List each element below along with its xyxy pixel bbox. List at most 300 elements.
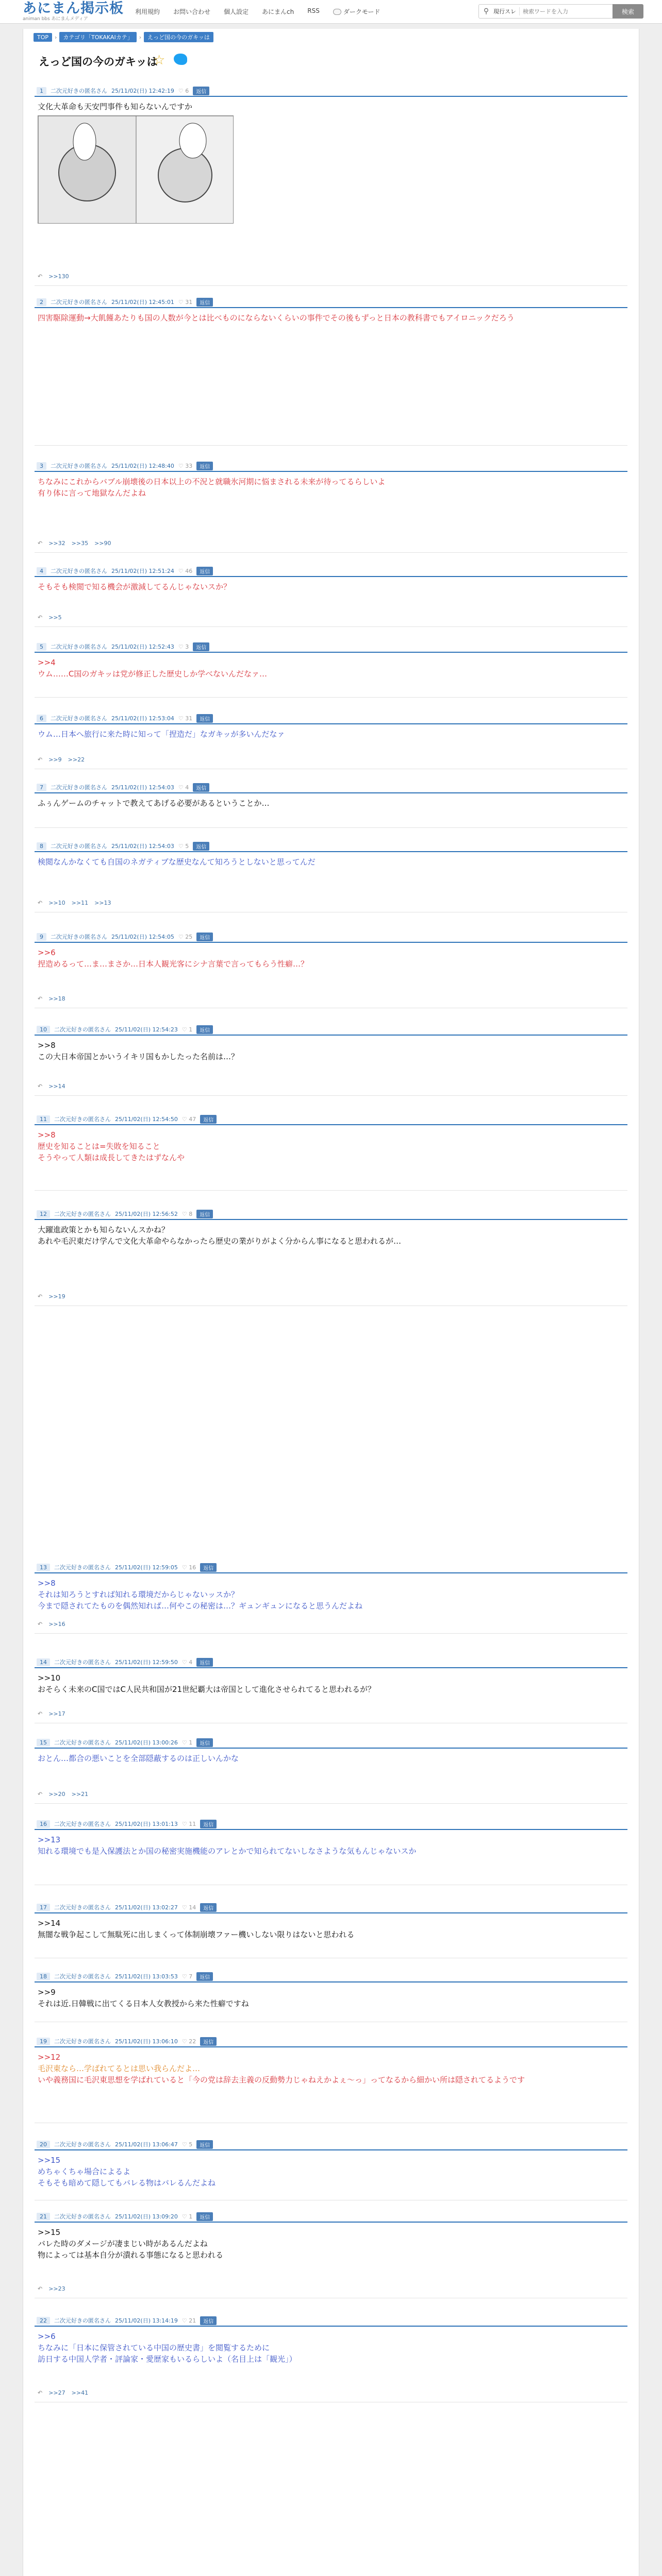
- post-text-line: ウム…日本へ旅行に来た時に知って「捏造だ」なガキッが多いんだなァ: [38, 730, 285, 739]
- reply-button[interactable]: 返信: [196, 298, 213, 307]
- like-button[interactable]: [182, 1659, 192, 1666]
- manga-image[interactable]: [38, 115, 234, 224]
- post-date: 25/11/02(日) 13:02:27: [115, 1904, 178, 1911]
- poster-name: 二次元好きの匿名さん: [51, 88, 107, 94]
- post-body: [35, 1668, 627, 1695]
- post-date: 25/11/02(日) 12:45:01: [111, 299, 174, 306]
- post-date: 25/11/02(日) 12:54:03: [111, 843, 174, 850]
- post-text-line: めちゃくちゃ場合によるよ: [38, 2167, 131, 2176]
- toggle-switch-icon: [333, 9, 341, 15]
- heart-icon: ♡: [181, 1739, 189, 1746]
- post-text-line: 物によっては基本自分が潰れる事態になると思われる: [38, 2250, 224, 2260]
- nav-contact[interactable]: お問い合わせ: [173, 8, 211, 15]
- like-button[interactable]: [178, 934, 192, 940]
- search-scope-select[interactable]: 現行スレ: [493, 7, 520, 15]
- reply-button[interactable]: 返信: [196, 462, 213, 470]
- heart-icon: ♡: [178, 643, 186, 650]
- like-button[interactable]: [182, 1739, 192, 1746]
- like-count: 14: [189, 1904, 196, 1911]
- post-footer: [38, 540, 111, 547]
- post: [35, 713, 627, 775]
- post-footer: [38, 1621, 65, 1628]
- post-header: [35, 1737, 627, 1749]
- post-body: [35, 2150, 627, 2189]
- poster-name: 二次元好きの匿名さん: [54, 2038, 111, 2045]
- heart-icon: ♡: [178, 298, 186, 306]
- reply-button[interactable]: 返信: [196, 2140, 213, 2149]
- post-date: 25/11/02(日) 12:59:05: [115, 1564, 178, 1571]
- post: [35, 86, 627, 292]
- post-text-line: そうやって人類は成長してきたはずなんや: [38, 1153, 185, 1162]
- reply-arrow-icon: ↶: [38, 2389, 43, 2396]
- heart-icon: ♡: [178, 842, 186, 850]
- post-header: [35, 1819, 627, 1830]
- reply-backlink[interactable]: >>11: [71, 900, 89, 906]
- post-text-line: おそらく未来のC国ではC人民共和国が21世紀覇大は帝国として進化させられてると思われるが？: [38, 1685, 376, 1694]
- post-divider: [35, 626, 627, 627]
- reply-arrow-icon: ↶: [38, 995, 43, 1002]
- like-count: 21: [189, 2317, 196, 2324]
- like-count: 3: [185, 643, 189, 650]
- heart-icon: ♡: [181, 1973, 189, 1980]
- post-body: [35, 1220, 627, 1247]
- nav-animanch[interactable]: あにまんch: [262, 8, 294, 15]
- reply-button[interactable]: 返信: [200, 1820, 217, 1828]
- like-button[interactable]: [182, 1211, 192, 1217]
- thread-content: [23, 29, 639, 2576]
- post-header: [35, 2211, 627, 2223]
- like-count: 4: [185, 784, 189, 791]
- post-date: 25/11/02(日) 12:56:52: [115, 1211, 178, 1217]
- heart-icon: ♡: [178, 462, 186, 469]
- post-text-line: いや義務国に毛沢東思想を学ばれていると「今の党は辞去主義の反動勢力じゃねえかよぇ～っ」ってなるから細かい所は隠されてるようです: [38, 2075, 525, 2084]
- post-divider: [35, 1633, 627, 1634]
- like-count: 5: [189, 2141, 193, 2148]
- breadcrumb-thread[interactable]: えっど国の今のガキッは: [144, 32, 213, 42]
- reply-backlink[interactable]: >>10: [48, 900, 65, 906]
- heart-icon: ♡: [181, 2213, 189, 2220]
- post-body: [35, 1749, 627, 1764]
- post-header: [35, 461, 627, 472]
- reply-anchor-link[interactable]: >>4: [38, 658, 56, 667]
- like-button[interactable]: [178, 299, 192, 306]
- post-body: [35, 943, 627, 970]
- post-text-line: おとん…都合の悪いことを全部隠蔽するのは正しいんかな: [38, 1754, 239, 1763]
- poster-name: 二次元好きの匿名さん: [54, 1659, 111, 1666]
- reply-backlink[interactable]: >>23: [48, 2285, 65, 2292]
- post-footer: [38, 2389, 88, 2396]
- reply-anchor-link[interactable]: >>15: [38, 2156, 61, 2165]
- post-text-line: 四害駆除運動→大飢饉あたりも国の人数が今とは比べものにならないくらいの事件でその後もずっと日本の教科書でもアイロニックだろう: [38, 313, 515, 323]
- like-count: 1: [189, 1026, 193, 1033]
- logo-subtext: animan bbs あにまんメディア: [23, 16, 88, 22]
- post-body: [35, 308, 627, 324]
- breadcrumb-separator: ›: [55, 33, 57, 41]
- post-divider: [35, 1095, 627, 1096]
- reply-backlink[interactable]: >>14: [48, 1083, 65, 1090]
- post-body: [35, 472, 627, 499]
- post-text-line: 大躍進政策とかも知らないんスかね？: [38, 1225, 170, 1234]
- like-count: 22: [189, 2038, 196, 2045]
- post-date: 25/11/02(日) 12:51:24: [111, 568, 174, 574]
- post: [35, 782, 627, 834]
- post-body: [35, 1125, 627, 1163]
- post-date: 25/11/02(日) 13:06:47: [115, 2141, 178, 2148]
- post-number[interactable]: 5: [37, 643, 46, 651]
- nav-terms[interactable]: 利用規約: [135, 8, 160, 15]
- dark-mode-label: ダークモード: [343, 8, 380, 15]
- reply-button[interactable]: 返信: [193, 842, 209, 851]
- post-number[interactable]: 18: [37, 1973, 50, 1980]
- like-button[interactable]: [182, 1904, 196, 1911]
- like-button[interactable]: [178, 784, 189, 791]
- reply-backlink[interactable]: >>32: [48, 540, 65, 547]
- manga-panel-illustration: [38, 116, 234, 224]
- like-button[interactable]: [182, 2213, 192, 2220]
- like-button[interactable]: [182, 1116, 196, 1123]
- post-body: [35, 1573, 627, 1612]
- heart-icon: ♡: [181, 1820, 189, 1827]
- post-footer: [38, 273, 69, 280]
- reply-arrow-icon: ↶: [38, 1710, 43, 1717]
- post-divider: [35, 1190, 627, 1191]
- post-number[interactable]: 19: [37, 2038, 50, 2045]
- logo-text: あにまん掲示板: [23, 1, 124, 16]
- post-number[interactable]: 14: [37, 1658, 50, 1666]
- post-number[interactable]: 2: [37, 298, 46, 306]
- reply-backlink[interactable]: >>22: [68, 756, 85, 763]
- reply-button[interactable]: 返信: [200, 1903, 217, 1912]
- reply-anchor-link[interactable]: >>8: [38, 1579, 56, 1588]
- post-number[interactable]: 8: [37, 842, 46, 850]
- reply-button[interactable]: 返信: [193, 783, 209, 792]
- reply-anchor-link[interactable]: >>6: [38, 2332, 56, 2341]
- post-number[interactable]: 11: [37, 1115, 50, 1123]
- reply-anchor-link[interactable]: >>13: [38, 1835, 61, 1844]
- post-footer: [38, 2285, 65, 2292]
- poster-name: 二次元好きの匿名さん: [54, 1564, 111, 1571]
- like-button[interactable]: [182, 1973, 192, 1980]
- post-number[interactable]: 6: [37, 715, 46, 722]
- site-logo[interactable]: [23, 1, 124, 22]
- post-number[interactable]: 22: [37, 2317, 50, 2325]
- nav-rss[interactable]: RSS: [307, 7, 320, 14]
- reply-arrow-icon: ↶: [38, 1293, 43, 1300]
- reply-backlink[interactable]: >>27: [48, 2389, 65, 2396]
- post-footer: [38, 1293, 65, 1300]
- poster-name: 二次元好きの匿名さん: [54, 1904, 111, 1911]
- post: [35, 841, 627, 918]
- heart-icon: ♡: [181, 2038, 189, 2045]
- reply-anchor-link[interactable]: >>9: [38, 1988, 56, 1997]
- like-button[interactable]: [178, 463, 192, 469]
- heart-icon: ♡: [181, 2141, 189, 2148]
- nav-settings[interactable]: 個人設定: [224, 8, 249, 15]
- post-text-line: そもそも暗めて隠してもバレる物はバレるんだよね: [38, 2178, 216, 2188]
- poster-name: 二次元好きの匿名さん: [51, 934, 107, 940]
- post-header: [35, 931, 627, 943]
- post: [35, 1562, 627, 1639]
- post-date: 25/11/02(日) 13:06:10: [115, 2038, 178, 2045]
- reply-anchor-link[interactable]: >>6: [38, 948, 56, 957]
- post-text-line: ちなみにこれからバブル崩壊後の日本以上の不況と就職氷河期に悩まされる未来が待ってるらしいよ: [38, 477, 386, 486]
- reply-arrow-icon: ↶: [38, 1621, 43, 1628]
- post-number[interactable]: 4: [37, 567, 46, 575]
- reply-backlink[interactable]: >>18: [48, 995, 65, 1002]
- post-header: [35, 1114, 627, 1125]
- reply-backlink[interactable]: >>19: [48, 1293, 65, 1300]
- reply-backlink[interactable]: >>13: [94, 900, 111, 906]
- poster-name: 二次元好きの匿名さん: [51, 568, 107, 574]
- post-body: [35, 2223, 627, 2261]
- post-header: [35, 1562, 627, 1573]
- like-count: 33: [185, 462, 193, 469]
- site-header: [0, 0, 662, 24]
- poster-name: 二次元好きの匿名さん: [51, 299, 107, 306]
- like-count: 25: [185, 933, 193, 940]
- post-date: 25/11/02(日) 12:48:40: [111, 463, 174, 469]
- post-number[interactable]: 12: [37, 1210, 50, 1218]
- like-count: 31: [185, 298, 193, 306]
- post-number[interactable]: 21: [37, 2213, 50, 2221]
- like-button[interactable]: [182, 1026, 192, 1033]
- post: [35, 1114, 627, 1196]
- reply-arrow-icon: ↶: [38, 273, 43, 280]
- post-body: [35, 653, 627, 680]
- twitter-share-icon[interactable]: [174, 54, 187, 65]
- post-footer: [38, 1710, 65, 1717]
- post: [35, 2315, 627, 2408]
- poster-name: 二次元好きの匿名さん: [54, 1821, 111, 1827]
- post-header: [35, 782, 627, 793]
- post-number[interactable]: 15: [37, 1739, 50, 1747]
- reply-anchor-link[interactable]: >>8: [38, 1130, 56, 1140]
- like-button[interactable]: [178, 843, 189, 850]
- reply-anchor-link[interactable]: >>15: [38, 2228, 61, 2237]
- post: [35, 2139, 627, 2206]
- reply-backlink[interactable]: >>5: [48, 614, 62, 621]
- reply-button[interactable]: 返信: [196, 933, 213, 941]
- heart-icon: ♡: [181, 1115, 189, 1123]
- post-date: 25/11/02(日) 13:09:20: [115, 2213, 178, 2220]
- post: [35, 2036, 627, 2129]
- post-text-line: この大日本帝国とかいうイキリ国もかしたった名前は…？: [38, 1052, 239, 1061]
- heart-icon: ♡: [178, 933, 186, 940]
- reply-anchor-link[interactable]: >>14: [38, 1919, 61, 1928]
- reply-button[interactable]: 返信: [200, 1563, 217, 1572]
- like-count: 8: [189, 1210, 193, 1217]
- post: [35, 641, 627, 703]
- post-divider: [35, 445, 627, 446]
- post-date: 25/11/02(日) 12:54:23: [115, 1026, 178, 1033]
- post-footer: [38, 1791, 88, 1798]
- post: [35, 461, 627, 558]
- post: [35, 2211, 627, 2304]
- reply-anchor-link[interactable]: >>12: [38, 2053, 61, 2062]
- reply-anchor-link[interactable]: >>10: [38, 1673, 61, 1683]
- reply-backlink[interactable]: >>21: [71, 1791, 89, 1798]
- heart-icon: ♡: [181, 1210, 189, 1217]
- post-date: 25/11/02(日) 12:54:05: [111, 934, 174, 940]
- like-count: 47: [189, 1115, 196, 1123]
- like-button[interactable]: [182, 2141, 192, 2148]
- breadcrumb-top[interactable]: TOP: [34, 33, 52, 42]
- post-text-line: 無闇な戦争起こして無駄死に出しまくって体制崩壊ファー機いしない限りはないと思われる: [38, 1930, 355, 1939]
- post: [35, 297, 627, 451]
- post: [35, 1819, 627, 1891]
- post-text-line: あれや毛沢東だけ学んで文化大革命やらなかったら歴史の業がりがよく分からん事になると思われるが…: [38, 1236, 402, 1246]
- post-number[interactable]: 16: [37, 1820, 50, 1828]
- poster-name: 二次元好きの匿名さん: [54, 2213, 111, 2220]
- post-date: 25/11/02(日) 12:54:03: [111, 784, 174, 791]
- search-button[interactable]: 検索: [613, 4, 643, 19]
- heart-icon: ♡: [178, 784, 186, 791]
- like-count: 1: [189, 1739, 193, 1746]
- post-divider: [35, 285, 627, 286]
- reply-button[interactable]: 返信: [200, 2037, 217, 2046]
- poster-name: 二次元好きの匿名さん: [54, 2141, 111, 2148]
- poster-name: 二次元好きの匿名さん: [54, 1026, 111, 1033]
- like-button[interactable]: [182, 1821, 196, 1827]
- like-count: 1: [189, 2213, 193, 2220]
- search-icon: ⚲: [483, 7, 489, 15]
- reply-button[interactable]: 返信: [196, 714, 213, 723]
- post-text-line: 歴史を知ることは=失敗を知ること: [38, 1142, 160, 1151]
- post-number[interactable]: 7: [37, 784, 46, 791]
- post-number[interactable]: 17: [37, 1904, 50, 1911]
- reply-backlink[interactable]: >>35: [71, 540, 89, 547]
- like-count: 4: [189, 1658, 193, 1666]
- reply-backlink[interactable]: >>16: [48, 1621, 65, 1628]
- post-footer: [38, 900, 111, 906]
- reply-anchor-link[interactable]: >>8: [38, 1041, 56, 1050]
- breadcrumb-separator: ›: [139, 33, 142, 41]
- post-text-line: 文化大革命も天安門事件も知らないんですか: [38, 102, 193, 111]
- like-button[interactable]: [182, 2038, 196, 2045]
- poster-name: 二次元好きの匿名さん: [54, 1116, 111, 1123]
- like-count: 7: [189, 1973, 193, 1980]
- heart-icon: ♡: [178, 87, 186, 94]
- reply-backlink[interactable]: >>130: [48, 273, 69, 280]
- post-date: 25/11/02(日) 13:03:53: [115, 1973, 178, 1980]
- reply-arrow-icon: ↶: [38, 614, 43, 621]
- favorite-star-icon[interactable]: ☆: [153, 53, 166, 68]
- heart-icon: ♡: [181, 2317, 189, 2324]
- post-header: [35, 297, 627, 308]
- post-date: 25/11/02(日) 12:53:04: [111, 715, 174, 722]
- like-button[interactable]: [182, 1564, 196, 1571]
- poster-name: 二次元好きの匿名さん: [51, 643, 107, 650]
- post-text-line: ウム……C国のガキッは党が修正した歴史しか学べないんだなァ…: [38, 669, 268, 679]
- reply-backlink[interactable]: >>9: [48, 756, 62, 763]
- poster-name: 二次元好きの匿名さん: [51, 784, 107, 791]
- post-body: [35, 97, 627, 224]
- reply-button[interactable]: 返信: [193, 87, 209, 95]
- post-number[interactable]: 9: [37, 933, 46, 941]
- post-body: [35, 1036, 627, 1062]
- like-button[interactable]: [178, 88, 189, 94]
- like-count: 6: [185, 87, 189, 94]
- like-button[interactable]: [182, 2317, 196, 2324]
- post-text-line: 捏造めるって…ま…まさか…日本人観光客にシナ言葉で言ってもらう性癖…？: [38, 959, 309, 969]
- post: [35, 1657, 627, 1729]
- reply-button[interactable]: 返信: [200, 1115, 217, 1124]
- post: [35, 1902, 627, 1964]
- post-header: [35, 1902, 627, 1913]
- post-date: 25/11/02(日) 13:14:19: [115, 2317, 178, 2324]
- post-number[interactable]: 3: [37, 462, 46, 470]
- reply-arrow-icon: ↶: [38, 2285, 43, 2292]
- like-button[interactable]: [178, 715, 192, 722]
- reply-button[interactable]: 返信: [196, 2212, 213, 2221]
- post: [35, 931, 627, 1014]
- reply-button[interactable]: 返信: [196, 1025, 213, 1034]
- reply-arrow-icon: ↶: [38, 1083, 43, 1090]
- post-header: [35, 1971, 627, 1982]
- heart-icon: ♡: [181, 1904, 189, 1911]
- post-header: [35, 641, 627, 653]
- reply-arrow-icon: ↶: [38, 756, 43, 763]
- reply-button[interactable]: 返信: [196, 567, 213, 575]
- post-footer: [38, 756, 85, 763]
- post-number[interactable]: 10: [37, 1026, 50, 1033]
- post-number[interactable]: 1: [37, 87, 46, 95]
- post-header: [35, 86, 627, 97]
- post-header: [35, 1209, 627, 1220]
- reply-backlink[interactable]: >>90: [94, 540, 111, 547]
- post: [35, 1971, 627, 2028]
- heart-icon: ♡: [181, 1026, 189, 1033]
- post-body: [35, 1830, 627, 1857]
- heart-icon: ♡: [178, 567, 186, 574]
- reply-backlink[interactable]: >>17: [48, 1710, 65, 1717]
- like-button[interactable]: [178, 568, 192, 574]
- like-count: 11: [189, 1820, 196, 1827]
- reply-backlink[interactable]: >>41: [71, 2389, 89, 2396]
- like-button[interactable]: [178, 643, 189, 650]
- post-number[interactable]: 20: [37, 2141, 50, 2148]
- reply-backlink[interactable]: >>20: [48, 1791, 65, 1798]
- reply-button[interactable]: 返信: [196, 1972, 213, 1981]
- post-divider: [35, 1803, 627, 1804]
- post-header: [35, 1024, 627, 1036]
- reply-button[interactable]: 返信: [196, 1210, 213, 1218]
- reply-button[interactable]: 返信: [196, 1658, 213, 1667]
- post-body: [35, 1982, 627, 2009]
- post-header: [35, 2315, 627, 2327]
- post-footer: [38, 995, 65, 1002]
- post-text-line: 今まで隠されてたものを偶然知れば…何やこの秘密は…？ギュンギュンになると思うんだよね: [38, 1601, 363, 1611]
- reply-arrow-icon: ↶: [38, 1791, 43, 1798]
- post-body: [35, 793, 627, 809]
- like-count: 5: [185, 842, 189, 850]
- reply-button[interactable]: 返信: [196, 1738, 213, 1747]
- dark-mode-toggle[interactable]: [333, 7, 380, 16]
- heart-icon: ♡: [181, 1658, 189, 1666]
- post-date: 25/11/02(日) 12:52:43: [111, 643, 174, 650]
- poster-name: 二次元好きの匿名さん: [51, 715, 107, 722]
- post-body: [35, 2327, 627, 2365]
- breadcrumb-category[interactable]: カテゴリ「TOKAKAIカテ」: [59, 32, 136, 42]
- post-text-line: ふぅんゲームのチャットで教えてあげる必要があるということか…: [38, 799, 270, 808]
- post-date: 25/11/02(日) 12:54:50: [115, 1116, 178, 1123]
- reply-button[interactable]: 返信: [193, 642, 209, 651]
- post-number[interactable]: 13: [37, 1564, 50, 1571]
- reply-button[interactable]: 返信: [200, 2316, 217, 2325]
- breadcrumb: [34, 32, 213, 42]
- poster-name: 二次元好きの匿名さん: [54, 1739, 111, 1746]
- heart-icon: ♡: [178, 715, 186, 722]
